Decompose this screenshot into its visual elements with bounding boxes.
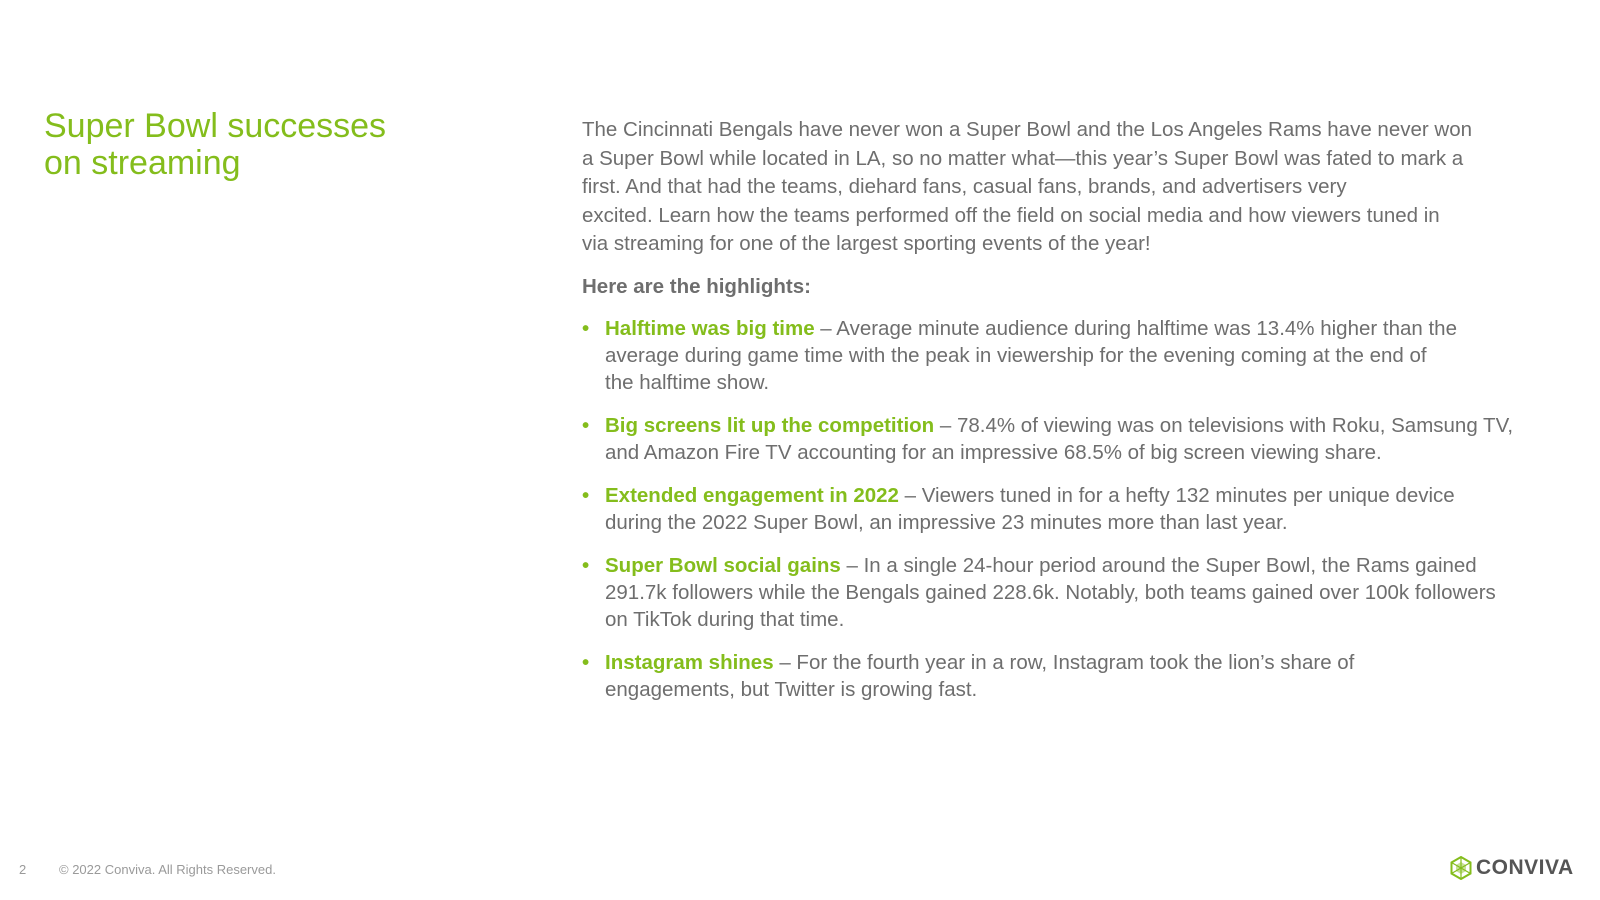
highlight-title: Instagram shines <box>605 650 774 674</box>
highlight-line-1 <box>605 482 1572 509</box>
highlight-title: Extended engagement in 2022 <box>605 483 899 507</box>
highlight-title: Halftime was big time <box>605 316 815 340</box>
highlight-item-big-screens <box>582 412 1572 466</box>
highlight-item-extended-engagement <box>582 482 1572 536</box>
highlight-text: – Viewers tuned in for a hefty 132 minutes per unique device <box>898 483 1455 507</box>
intro-line-1: The Cincinnati Bengals have never won a Super Bowl and the Los Angeles Rams have never won <box>582 118 1473 141</box>
page-number: 2 <box>19 862 27 877</box>
highlight-line-3: the halftime show. <box>605 370 770 394</box>
bullet-icon: • <box>582 483 590 507</box>
highlight-item-halftime <box>582 315 1572 396</box>
bullet-icon: • <box>582 413 590 437</box>
bullet-icon: • <box>582 650 590 674</box>
highlight-text: – In a single 24-hour period around the Super Bowl, the Rams gained <box>840 553 1477 577</box>
intro-line-3: first. And that had the teams, diehard fans, casual fans, brands, and advertisers very <box>582 175 1347 198</box>
copyright-text: © 2022 Conviva. All Rights Reserved. <box>59 862 276 877</box>
highlights-list <box>582 315 1572 703</box>
highlights-heading: Here are the highlights: <box>582 274 811 298</box>
highlight-text: – 78.4% of viewing was on televisions with Roku, Samsung TV, <box>934 413 1514 437</box>
slide-title-line-1: Super Bowl successes <box>44 107 387 145</box>
highlight-line-1 <box>605 552 1572 579</box>
highlight-line-3: on TikTok during that time. <box>605 607 845 631</box>
intro-line-2: a Super Bowl while located in LA, so no matter what—this year’s Super Bowl was fated to mark a <box>582 146 1464 170</box>
highlight-text: – Average minute audience during halftime was 13.4% higher than the <box>814 316 1457 340</box>
conviva-logo-icon <box>1450 856 1472 880</box>
conviva-logo <box>1450 856 1574 880</box>
highlight-title: Super Bowl social gains <box>605 553 841 577</box>
intro-paragraph <box>582 116 1572 259</box>
intro-line-4: excited. Learn how the teams performed off the field on social media and how viewers tuned in <box>582 203 1440 227</box>
highlight-item-social-gains <box>582 552 1572 633</box>
highlight-line-2: engagements, but Twitter is growing fast. <box>605 677 978 701</box>
slide-title <box>44 108 484 182</box>
highlight-title: Big screens lit up the competition <box>605 413 935 437</box>
highlight-line-1 <box>605 649 1572 676</box>
bullet-icon: • <box>582 316 590 340</box>
highlight-line-1 <box>605 412 1572 439</box>
slide-content <box>582 116 1572 719</box>
highlight-line-1 <box>605 315 1572 342</box>
highlight-item-instagram <box>582 649 1572 703</box>
intro-line-5: via streaming for one of the largest sporting events of the year! <box>582 232 1151 255</box>
highlight-line-2: average during game time with the peak in viewership for the evening coming at the end of <box>605 343 1427 367</box>
highlight-line-2: 291.7k followers while the Bengals gained 228.6k. Notably, both teams gained over 100k followers <box>605 580 1496 604</box>
conviva-logo-text: CONVIVA <box>1476 856 1574 879</box>
bullet-icon: • <box>582 553 590 577</box>
highlight-text: – For the fourth year in a row, Instagram took the lion’s share of <box>773 650 1355 674</box>
slide-title-line-2: on streaming <box>44 144 241 182</box>
highlight-line-2: during the 2022 Super Bowl, an impressive 23 minutes more than last year. <box>605 510 1288 534</box>
highlight-line-2: and Amazon Fire TV accounting for an impressive 68.5% of big screen viewing share. <box>605 440 1382 464</box>
